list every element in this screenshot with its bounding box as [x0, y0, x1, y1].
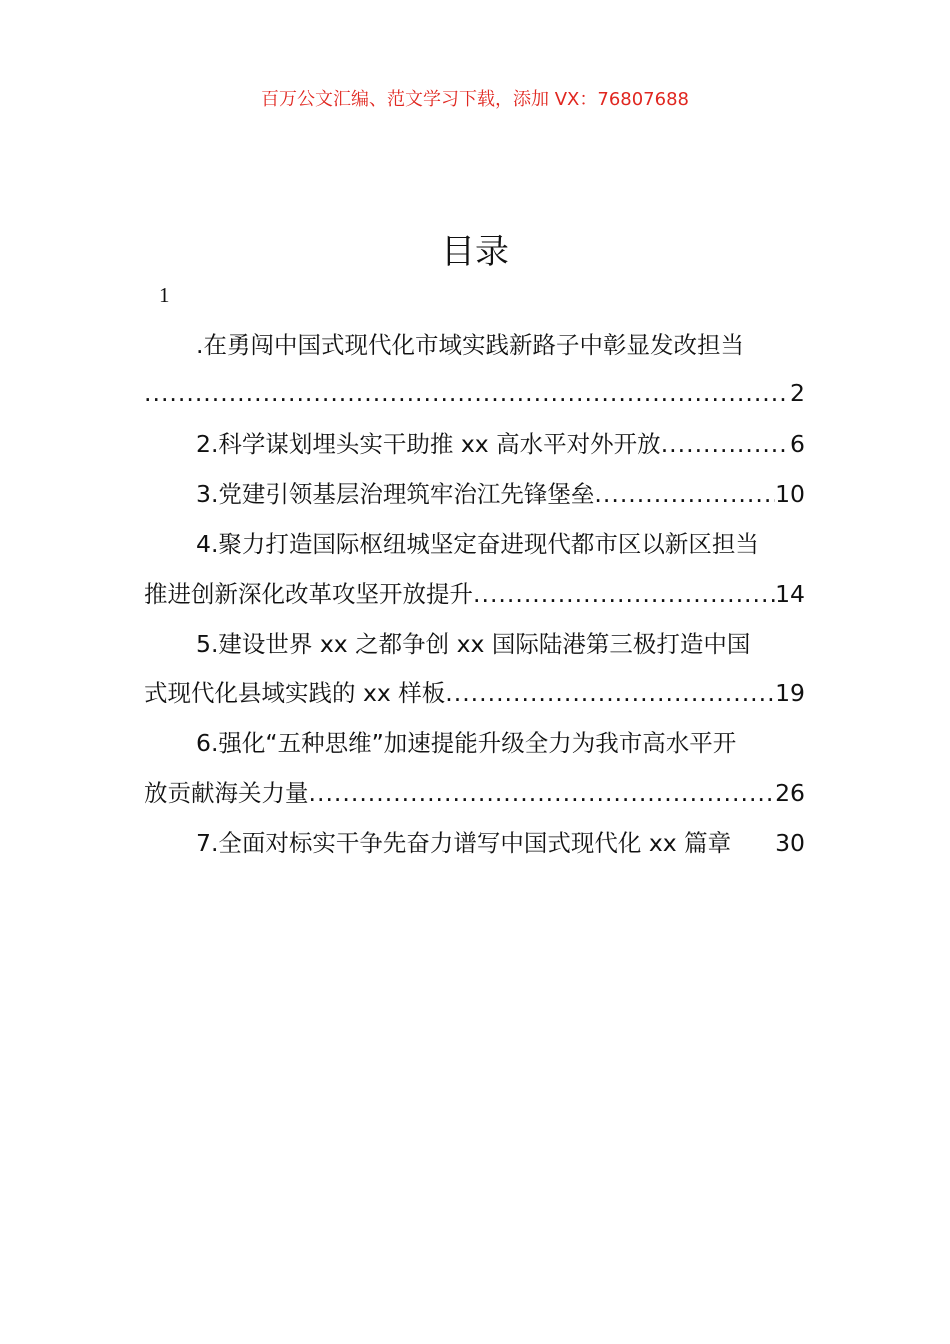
toc-entry-title: 推进创新深化改革攻坚开放提升 — [144, 580, 473, 608]
toc-entry-2[interactable] — [196, 427, 805, 461]
toc-entry-title: .在勇闯中国式现代化市域实践新路子中彰显发改担当 — [196, 331, 744, 359]
toc-entry-title: 6.强化“五种思维”加速提能升级全力为我市高水平开 — [196, 729, 737, 757]
toc-entry-title: 式现代化县域实践的 xx 样板 — [144, 679, 446, 707]
toc-entry-5-line-1[interactable] — [196, 627, 805, 661]
toc-entry-1-leader[interactable] — [144, 376, 805, 410]
toc-entry-5-line-2[interactable] — [144, 676, 805, 710]
toc-entry-title: 7.全面对标实干争先奋力谱写中国式现代化 xx 篇章 — [196, 829, 732, 857]
toc-entry-title: 5.建设世界 xx 之都争创 xx 国际陆港第三极打造中国 — [196, 630, 751, 658]
toc-page-number: 14 — [775, 580, 805, 608]
dot-leader — [473, 577, 775, 611]
toc-entry-7[interactable] — [196, 826, 805, 860]
toc-page-number: 10 — [775, 480, 805, 508]
toc-entry-title: 放贡献海关力量 — [144, 779, 309, 807]
dot-leader — [445, 676, 775, 710]
toc-entry-1-line-1[interactable] — [196, 328, 805, 362]
toc-entry-title: 4.聚力打造国际枢纽城坚定奋进现代都市区以新区担当 — [196, 530, 759, 558]
toc-entry-6-line-2[interactable] — [144, 776, 805, 810]
dot-leader — [144, 376, 790, 410]
toc-page-number: 26 — [775, 779, 805, 807]
toc-entry-title: 2.科学谋划埋头实干助推 xx 高水平对外开放 — [196, 430, 661, 458]
toc-entry-4-line-2[interactable] — [144, 577, 805, 611]
stray-number: 1 — [159, 283, 170, 307]
toc-entry-title: 3.党建引领基层治理筑牢治江先锋堡垒 — [196, 480, 595, 508]
toc-page-number: 6 — [790, 430, 805, 458]
toc-entry-4-line-1[interactable] — [196, 527, 805, 561]
toc-entry-6-line-1[interactable] — [196, 726, 805, 760]
toc-page-number: 2 — [790, 379, 805, 407]
watermark-header: 百万公文汇编、范文学习下载，添加 VX：76807688 — [261, 89, 689, 110]
toc-page-number: 19 — [775, 679, 805, 707]
page-title: 目录 — [441, 232, 509, 272]
toc-entry-3[interactable] — [196, 477, 805, 511]
dot-leader — [661, 427, 790, 461]
toc-page-number: 30 — [775, 829, 805, 857]
dot-leader — [594, 477, 775, 511]
dot-leader — [309, 776, 776, 810]
